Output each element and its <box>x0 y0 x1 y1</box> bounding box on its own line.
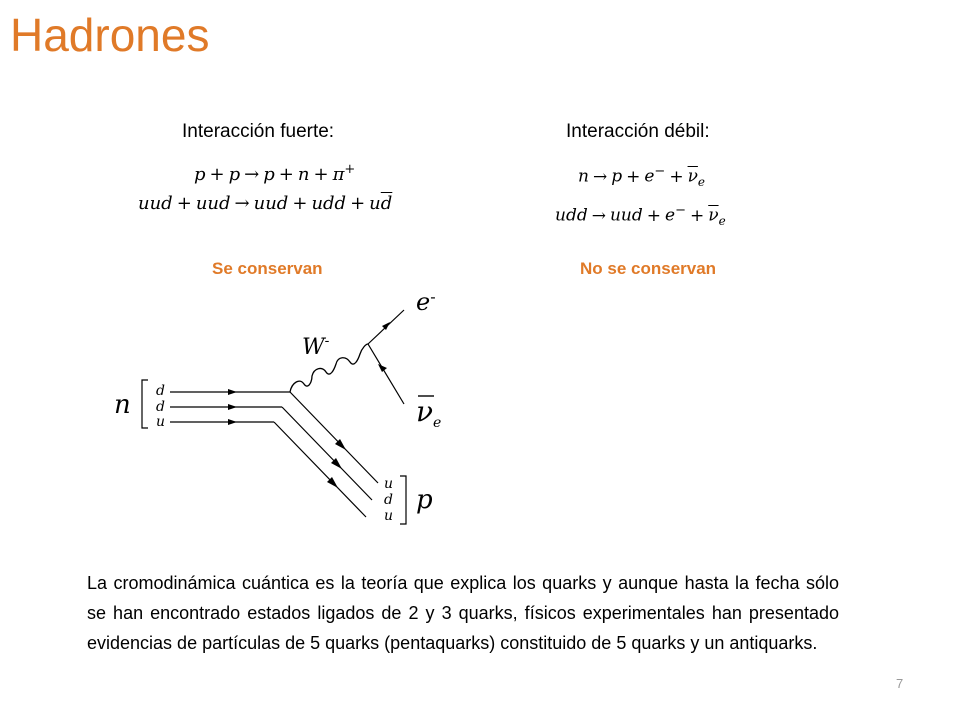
proton-bracket <box>400 476 406 524</box>
in-quark-u: u <box>156 414 166 430</box>
neutron-bracket <box>142 380 148 428</box>
qcd-paragraph: La cromodinámica cuántica es la teoría que explica los quarks y aunque hasta la fecha sólo se han encontrado estados ligados de 2 y 3 quarks, físicos experimentales han presentado evidencias de partículas de 5 quarks (pentaquarks) constituido de 5 quarks y un antiquarks. <box>87 573 839 653</box>
antineutrino-label <box>416 395 441 431</box>
strong-interaction-heading: Interacción fuerte: <box>182 121 335 142</box>
quark-line-3-out <box>274 422 366 517</box>
quark-line-1-out <box>290 392 378 483</box>
neutrino-arrow <box>378 364 387 372</box>
quark-line-2-out <box>282 407 372 500</box>
out-quark-d: d <box>384 492 393 508</box>
proton-label: p <box>416 485 433 515</box>
slide-title: Hadrones <box>10 9 210 61</box>
quark-arrow-in-1 <box>228 389 237 395</box>
in-quark-d2: d <box>156 399 165 415</box>
beta-decay-feynman-diagram <box>100 278 460 538</box>
strong-equation-quarks: uud + uud → uud + udd + $u\overline{d}$ <box>138 193 393 214</box>
weak-equation-quarks: udd → uud + $e^- + \overline{\nu}_e$ <box>555 203 726 229</box>
weak-conclusion: No se conservan <box>580 259 717 278</box>
electron-arrow <box>382 322 390 330</box>
svg-text:νe: $\nu_e$ <box>416 395 442 431</box>
strong-equation-particles: p + p → p + n + π+ <box>194 162 356 185</box>
strong-conclusion: Se conservan <box>212 259 323 278</box>
in-quark-d1: d <box>156 383 165 399</box>
out-quark-u2: u <box>384 508 394 524</box>
out-quark-u1: u <box>384 476 394 492</box>
neutron-label: n <box>114 390 131 420</box>
quark-arrow-in-3 <box>228 419 237 425</box>
quark-arrow-in-2 <box>228 404 237 410</box>
weak-equation-particles: $n \to p + e^- + \overline{\nu}_e$ <box>578 164 706 190</box>
weak-interaction-heading: Interacción débil: <box>566 121 710 142</box>
electron-label: e- <box>416 287 436 316</box>
page-number: 7 <box>896 676 904 691</box>
w-boson-label: W- <box>302 333 330 360</box>
neutrino-line <box>368 344 404 404</box>
